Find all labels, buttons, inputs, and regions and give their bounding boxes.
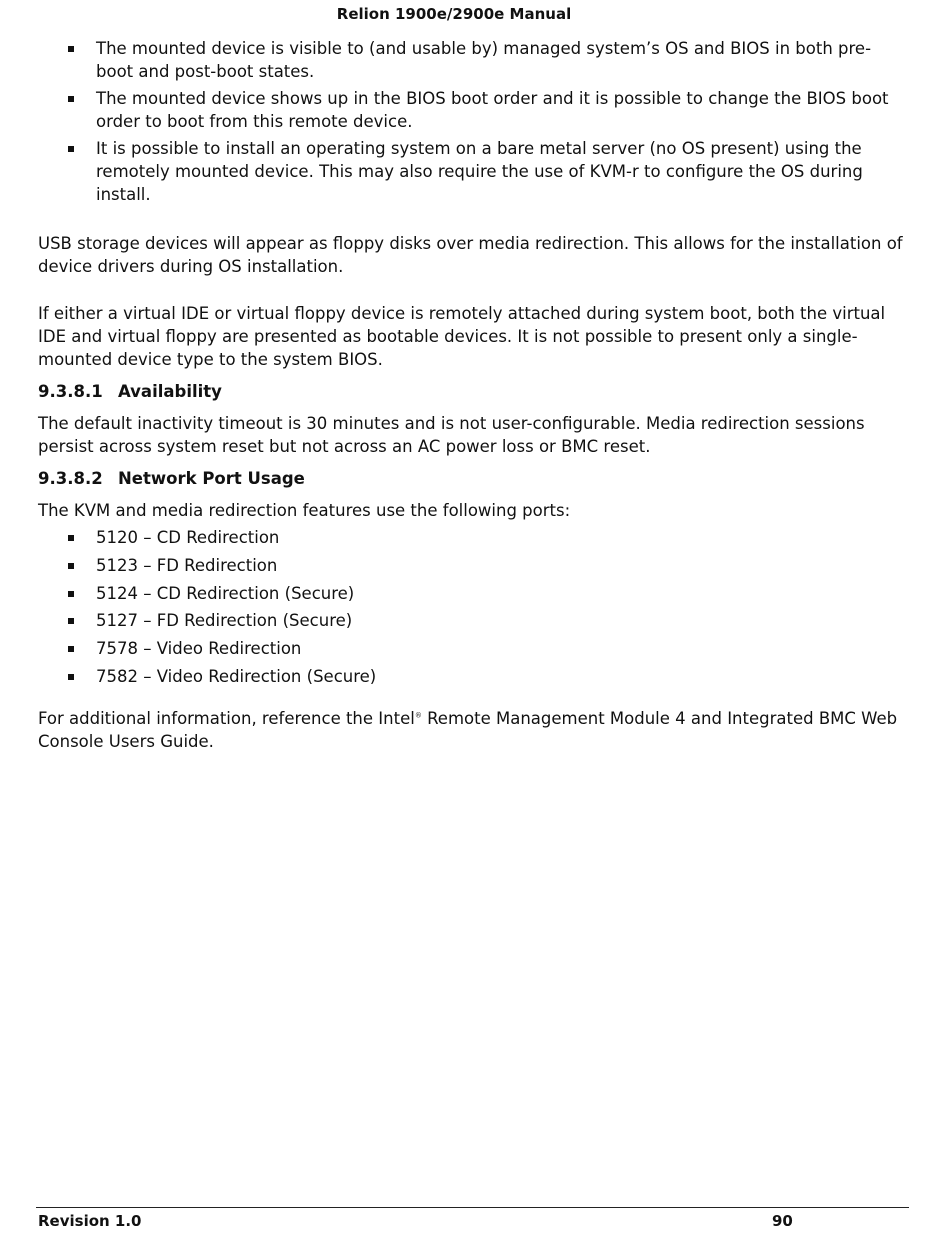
list-item-text: 5123 – FD Redirection xyxy=(96,555,278,575)
availability-paragraph: The default inactivity timeout is 30 minutes and is not user-configurable. Media redirection sessions persist across system reset but not across an AC power loss or BMC reset. xyxy=(38,414,865,456)
list-item xyxy=(38,554,908,577)
network-port-usage-heading xyxy=(38,467,908,490)
list-item xyxy=(38,37,908,83)
usb-storage-paragraph: USB storage devices will appear as floppy disks over media redirection. This allows for the installation of device drivers during OS installation. xyxy=(38,234,903,276)
list-item-text: 7582 – Video Redirection (Secure) xyxy=(96,666,377,686)
list-item-text: 7578 – Video Redirection xyxy=(96,639,302,659)
list-item xyxy=(38,665,908,688)
list-item-text: It is possible to install an operating system on a bare metal server (no OS present) using the remotely mounted device. This may also require the use of KVM-r to configure the OS during install. xyxy=(96,139,863,204)
footer-page-number: 90 xyxy=(772,1212,793,1230)
page-header-title: Relion 1900e/2900e Manual xyxy=(336,5,572,23)
closing-text-end: Remote Management Module 4 and Integrated BMC Web Console Users Guide. xyxy=(38,708,898,751)
footer-revision: Revision 1.0 xyxy=(38,1212,142,1230)
availability-heading xyxy=(38,380,908,403)
bullet-square-icon xyxy=(68,46,74,52)
list-item xyxy=(38,582,908,605)
list-item-text: 5127 – FD Redirection (Secure) xyxy=(96,611,353,631)
section-number: 9.3.8.2 xyxy=(38,469,103,488)
section-number: 9.3.8.1 xyxy=(38,382,103,401)
bullet-square-icon xyxy=(68,646,74,652)
port-list xyxy=(38,526,908,688)
virtual-device-paragraph: If either a virtual IDE or virtual floppy device is remotely attached during system boot, both the virtual IDE and virtual floppy are presented as bootable devices. It is not possible to present only a single-mounted device type to the system BIOS. xyxy=(38,304,886,369)
page-content xyxy=(38,37,908,753)
list-item xyxy=(38,609,908,632)
list-item-text: The mounted device shows up in the BIOS boot order and it is possible to change the BIOS boot order to boot from this remote device. xyxy=(96,89,889,131)
list-item xyxy=(38,637,908,660)
ports-intro-paragraph: The KVM and media redirection features use the following ports: xyxy=(38,501,571,520)
bullet-square-icon xyxy=(68,563,74,569)
list-item xyxy=(38,526,908,549)
bullet-square-icon xyxy=(68,96,74,102)
closing-text-start: For additional information, reference the Intel xyxy=(38,708,415,728)
feature-bullet-list xyxy=(38,37,908,206)
section-title: Availability xyxy=(118,382,222,401)
list-item-text: 5120 – CD Redirection xyxy=(96,528,280,547)
bullet-square-icon xyxy=(68,674,74,680)
bullet-square-icon xyxy=(68,618,74,624)
registered-mark: ® xyxy=(414,711,422,720)
bullet-square-icon xyxy=(68,146,74,152)
list-item-text: 5124 – CD Redirection (Secure) xyxy=(96,583,355,603)
list-item xyxy=(38,87,908,133)
bullet-square-icon xyxy=(68,591,74,597)
list-item xyxy=(38,137,908,206)
section-title: Network Port Usage xyxy=(118,469,305,488)
footer-divider xyxy=(36,1207,909,1208)
bullet-square-icon xyxy=(68,535,74,541)
additional-info-paragraph xyxy=(38,707,908,753)
list-item-text: The mounted device is visible to (and usable by) managed system’s OS and BIOS in both pre-boot and post-boot states. xyxy=(96,39,872,81)
